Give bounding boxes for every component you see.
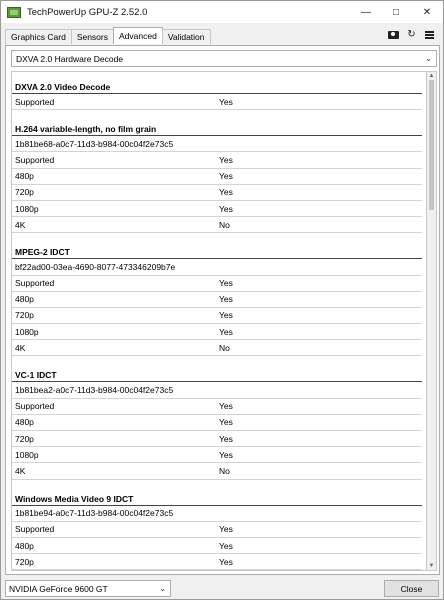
toolbar-icons — [388, 29, 435, 40]
list-item — [12, 415, 422, 431]
scrollbar-thumb[interactable] — [429, 80, 434, 210]
list-item — [12, 324, 422, 340]
section-header: H.264 variable-length, no film grain — [12, 120, 422, 136]
title-bar[interactable] — [1, 1, 443, 23]
restore-icon[interactable]: □ — [392, 6, 400, 18]
row-key: Supported — [15, 524, 55, 535]
row-key: Supported — [15, 278, 55, 289]
section-header: VC-1 IDCT — [12, 366, 422, 382]
scroll-up-icon[interactable]: ▲ — [428, 73, 435, 79]
advanced-tab-content — [5, 45, 440, 575]
section-wmv9 — [12, 490, 426, 571]
list-item — [12, 538, 422, 554]
row-value: Yes — [219, 326, 233, 337]
row-value: No — [219, 219, 230, 230]
list-item — [12, 522, 422, 538]
close-icon[interactable]: ✕ — [422, 6, 432, 18]
list-item — [12, 169, 422, 185]
section-guid: 1b81bea2-a0c7-11d3-b984-00c04f2e73c5 — [12, 382, 422, 398]
gpu-select-value: NVIDIA GeForce 9600 GT — [9, 583, 108, 594]
row-key: 720p — [15, 187, 34, 198]
info-list[interactable] — [11, 71, 427, 571]
list-item — [12, 399, 422, 415]
row-value: No — [219, 342, 230, 353]
category-select[interactable] — [11, 50, 437, 67]
row-value: Yes — [219, 278, 233, 289]
row-key: Supported — [15, 96, 55, 107]
list-item — [12, 185, 422, 201]
list-item — [12, 447, 422, 463]
row-key: 1080p — [15, 449, 39, 460]
row-value: Yes — [219, 171, 233, 182]
row-key: Supported — [15, 401, 55, 412]
row-key: 720p — [15, 433, 34, 444]
tab-validation[interactable]: Validation — [162, 29, 211, 44]
row-value: Yes — [219, 556, 233, 567]
gpuz-app-icon — [7, 7, 21, 18]
hamburger-menu-icon[interactable] — [424, 29, 435, 40]
section-guid: 1b81be68-a0c7-11d3-b984-00c04f2e73c5 — [12, 136, 422, 152]
list-item — [12, 308, 422, 324]
row-value: Yes — [219, 203, 233, 214]
list-item — [12, 554, 422, 570]
row-value: Yes — [219, 540, 233, 551]
row-key: 4K — [15, 465, 26, 476]
chevron-down-icon: ⌄ — [159, 584, 166, 593]
close-button[interactable]: Close — [384, 580, 439, 597]
gpu-select[interactable] — [5, 580, 171, 597]
row-value: Yes — [219, 524, 233, 535]
row-value: Yes — [219, 449, 233, 460]
row-key: 480p — [15, 171, 34, 182]
section-mpeg2 — [12, 243, 426, 356]
section-vc1 — [12, 366, 426, 479]
list-item — [12, 431, 422, 447]
row-key: 1080p — [15, 203, 39, 214]
camera-icon[interactable] — [388, 29, 399, 40]
window-title: TechPowerUp GPU-Z 2.52.0 — [27, 6, 148, 18]
row-key: 480p — [15, 417, 34, 428]
row-value: Yes — [219, 96, 233, 107]
scroll-down-icon[interactable]: ▼ — [428, 563, 435, 569]
tab-bar — [5, 28, 210, 44]
minimize-icon[interactable]: — — [361, 6, 371, 18]
row-key: 1080p — [15, 326, 39, 337]
list-item — [12, 152, 422, 168]
category-select-value: DXVA 2.0 Hardware Decode — [16, 53, 124, 64]
chevron-down-icon: ⌄ — [425, 54, 432, 63]
row-value: Yes — [219, 433, 233, 444]
row-value: Yes — [219, 310, 233, 321]
row-value: Yes — [219, 294, 233, 305]
refresh-icon[interactable]: ↻ — [407, 29, 416, 40]
tab-graphics-card[interactable]: Graphics Card — [5, 29, 72, 44]
footer-bar — [1, 579, 443, 599]
tab-sensors[interactable]: Sensors — [71, 29, 114, 44]
row-key: 480p — [15, 540, 34, 551]
list-item — [12, 94, 422, 110]
section-guid: 1b81be94-a0c7-11d3-b984-00c04f2e73c5 — [12, 506, 422, 522]
window-controls — [351, 1, 443, 23]
section-h264 — [12, 120, 426, 233]
list-item — [12, 463, 422, 479]
section-header: DXVA 2.0 Video Decode — [12, 78, 422, 94]
row-key: 4K — [15, 219, 26, 230]
section-header: Windows Media Video 9 IDCT — [12, 490, 422, 506]
row-value: Yes — [219, 417, 233, 428]
row-key: 4K — [15, 342, 26, 353]
row-value: Yes — [219, 154, 233, 165]
row-key: Supported — [15, 154, 55, 165]
vertical-scrollbar[interactable] — [427, 71, 437, 571]
row-key: 720p — [15, 556, 34, 567]
row-value: No — [219, 465, 230, 476]
tab-advanced[interactable]: Advanced — [113, 27, 163, 44]
row-key: 480p — [15, 294, 34, 305]
row-value: Yes — [219, 187, 233, 198]
list-item — [12, 217, 422, 233]
section-dxva — [12, 78, 426, 110]
list-item — [12, 340, 422, 356]
section-header: MPEG-2 IDCT — [12, 243, 422, 259]
list-item — [12, 201, 422, 217]
section-guid: bf22ad00-03ea-4690-8077-473346209b7e — [12, 259, 422, 275]
row-value: Yes — [219, 401, 233, 412]
list-item — [12, 292, 422, 308]
row-key: 720p — [15, 310, 34, 321]
list-item — [12, 276, 422, 292]
